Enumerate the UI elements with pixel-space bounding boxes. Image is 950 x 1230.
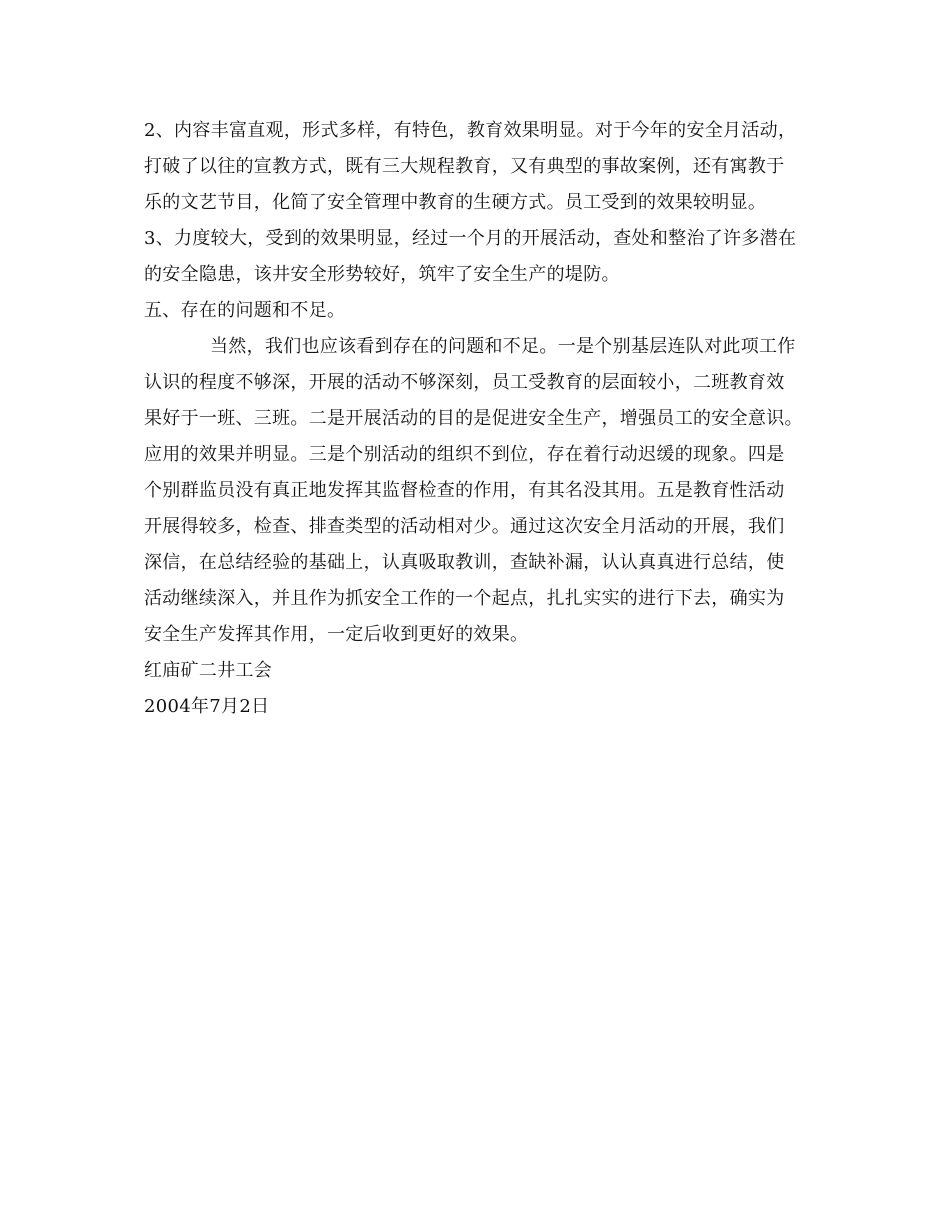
text-line-4: 3、力度较大，受到的效果明显，经过一个月的开展活动，查处和整治了许多潜在 xyxy=(144,228,797,249)
text-line-2: 打破了以往的宣教方式，既有三大规程教育，又有典型的事故案例，还有寓教于 xyxy=(144,156,785,177)
text-line-15: 安全生产发挥其作用，一定后收到更好的效果。 xyxy=(144,624,529,645)
text-line-12: 开展得较多，检查、排查类型的活动相对少。通过这次安全月活动的开展，我们 xyxy=(144,516,785,537)
text-line-5: 的安全隐患，该井安全形势较好，筑牢了安全生产的堤防。 xyxy=(144,264,620,285)
text-line-1: 2、内容丰富直观，形式多样，有特色，教育效果明显。对于今年的安全月活动， xyxy=(144,120,797,141)
text-line-9: 果好于一班、三班。二是开展活动的目的是促进安全生产，增强员工的安全意识。 xyxy=(144,408,803,429)
text-line-10: 应用的效果并明显。三是个别活动的组织不到位，存在着行动迟缓的现象。四是 xyxy=(144,444,785,465)
signature-date: 2004年7月2日 xyxy=(144,696,270,717)
paragraph-first-line: 当然，我们也应该看到存在的问题和不足。一是个别基层连队对此项工作 xyxy=(210,336,796,357)
signature-organization: 红庙矿二井工会 xyxy=(144,660,273,681)
section-heading: 五、存在的问题和不足。 xyxy=(144,300,346,321)
text-line-3: 乐的文艺节目，化简了安全管理中教育的生硬方式。员工受到的效果较明显。 xyxy=(144,192,767,213)
text-line-8: 认识的程度不够深，开展的活动不够深刻，员工受教育的层面较小，二班教育效 xyxy=(144,372,785,393)
text-line-11: 个别群监员没有真正地发挥其监督检查的作用，有其名没其用。五是教育性活动 xyxy=(144,480,785,501)
text-line-14: 活动继续深入，并且作为抓安全工作的一个起点，扎扎实实的进行下去，确实为 xyxy=(144,588,785,609)
text-line-13: 深信，在总结经验的基础上，认真吸取教训，查缺补漏，认认真真进行总结，使 xyxy=(144,552,785,573)
